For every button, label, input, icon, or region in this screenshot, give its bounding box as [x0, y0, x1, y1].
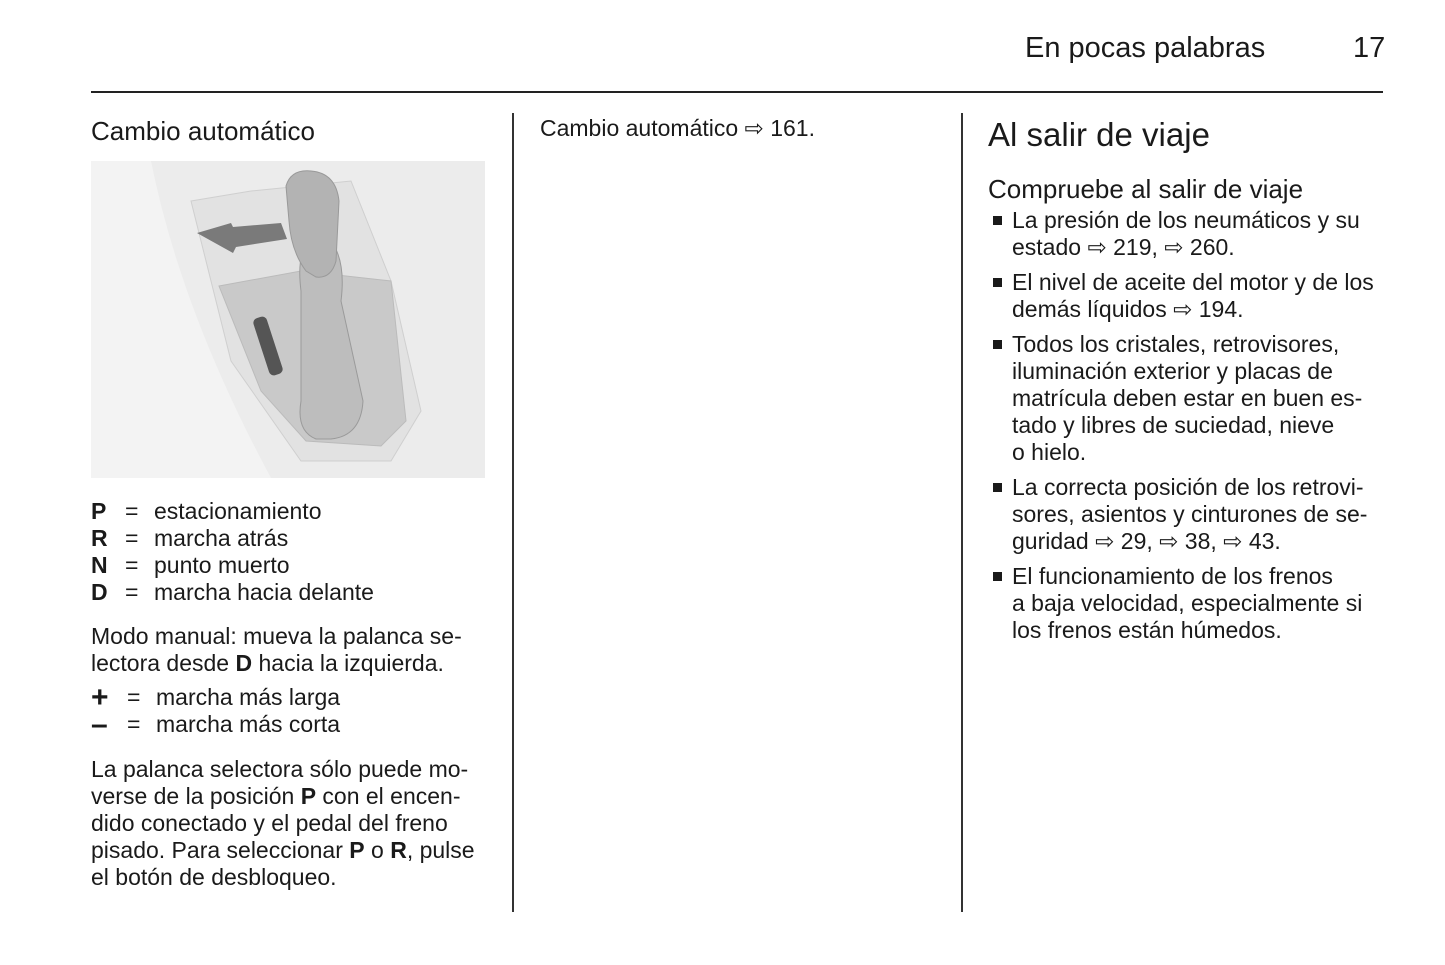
- text-line: [91, 864, 475, 891]
- plus-icon: +: [91, 681, 109, 714]
- text-line: matrícula deben estar en buen es-: [1012, 385, 1363, 411]
- section-heading-cambio: Cambio automático: [91, 116, 315, 146]
- column-divider: [961, 113, 963, 912]
- text-segment: dido conectado y el pedal del freno: [91, 810, 448, 836]
- gear-letter: P: [349, 837, 365, 863]
- text-segment: verse de la posición: [91, 783, 301, 809]
- text-line: El nivel de aceite del motor y de los: [1012, 269, 1374, 295]
- section-heading-viaje: Al salir de viaje: [988, 116, 1210, 153]
- legend-key: D: [91, 579, 108, 605]
- legend-row-plus: [91, 681, 341, 714]
- minus-icon: –: [91, 708, 108, 741]
- legend-text: estacionamiento: [154, 498, 322, 524]
- text-segment: lectora desde: [91, 650, 236, 676]
- legend-row-p: [91, 498, 374, 525]
- text-segment: el botón de desbloqueo.: [91, 864, 337, 890]
- manual-legend: [91, 681, 341, 741]
- checklist: [988, 207, 1374, 652]
- text-line: sores, asientos y cinturones de se-: [1012, 501, 1368, 527]
- text-line: o hielo.: [1012, 439, 1087, 465]
- gear-letter: D: [235, 650, 253, 676]
- legend-equals: =: [127, 711, 141, 737]
- running-header-title: En pocas palabras: [1025, 32, 1266, 64]
- text-line: [91, 783, 475, 810]
- text-line: Todos los cristales, retrovisores,: [1012, 331, 1340, 357]
- text-line: a baja velocidad, especialmente si: [1012, 590, 1363, 616]
- legend-key: R: [91, 525, 108, 551]
- bullet-square-icon: [993, 216, 1002, 225]
- text-line: [91, 650, 462, 677]
- text-line: [91, 810, 475, 837]
- text-segment: con el encen-: [316, 783, 461, 809]
- legend-text: marcha más larga: [156, 684, 341, 710]
- column-divider: [512, 113, 514, 912]
- text-line: El funcionamiento de los frenos: [1012, 563, 1333, 589]
- page-number: 17: [1353, 32, 1386, 64]
- legend-text: marcha atrás: [154, 525, 289, 551]
- text-line: La presión de los neumáticos y su: [1012, 207, 1360, 233]
- checklist-item: [988, 563, 1374, 644]
- cross-reference-link[interactable]: Cambio automático ⇨ 161.: [540, 115, 815, 141]
- text-line: [91, 623, 462, 650]
- checklist-item: [988, 331, 1374, 466]
- gear-letter: R: [390, 837, 407, 863]
- legend-equals: =: [125, 498, 139, 524]
- text-line: los frenos están húmedos.: [1012, 617, 1282, 643]
- text-line: demás líquidos ⇨ 194.: [1012, 296, 1244, 322]
- bullet-square-icon: [993, 572, 1002, 581]
- text-line: estado ⇨ 219, ⇨ 260.: [1012, 234, 1235, 260]
- checklist-item: [988, 474, 1374, 555]
- legend-key: P: [91, 498, 107, 524]
- legend-equals: =: [125, 552, 139, 578]
- text-segment: , pulse: [406, 837, 475, 863]
- legend-row-d: [91, 579, 374, 606]
- text-segment: La palanca selectora sólo puede mo-: [91, 756, 469, 782]
- legend-row-n: [91, 552, 374, 579]
- legend-equals: =: [127, 684, 141, 710]
- text-line: iluminación exterior y placas de: [1012, 358, 1333, 384]
- subheading-compruebe: Compruebe al salir de viaje: [988, 174, 1304, 204]
- bullet-square-icon: [993, 278, 1002, 287]
- text-segment: Modo manual: mueva la palanca se-: [91, 623, 462, 649]
- text-line: guridad ⇨ 29, ⇨ 38, ⇨ 43.: [1012, 528, 1281, 554]
- header-rule: [91, 91, 1383, 93]
- legend-equals: =: [125, 579, 139, 605]
- selector-lever-paragraph: [91, 756, 475, 891]
- text-line: [91, 756, 475, 783]
- bullet-square-icon: [993, 483, 1002, 492]
- legend-text: marcha hacia delante: [154, 579, 374, 605]
- checklist-item: [988, 207, 1374, 261]
- legend-key: N: [91, 552, 108, 578]
- legend-row-minus: [91, 708, 341, 741]
- gear-legend: [91, 498, 374, 606]
- legend-text: marcha más corta: [156, 711, 341, 737]
- legend-equals: =: [125, 525, 139, 551]
- checklist-item: [988, 269, 1374, 323]
- text-segment: pisado. Para seleccionar: [91, 837, 350, 863]
- legend-text: punto muerto: [154, 552, 290, 578]
- text-line: [91, 837, 475, 864]
- gear-letter: P: [300, 783, 317, 809]
- legend-row-r: [91, 525, 374, 552]
- manual-mode-paragraph: [91, 623, 462, 677]
- bullet-square-icon: [993, 340, 1002, 349]
- text-line: tado y libres de suciedad, nieve: [1012, 412, 1335, 438]
- text-line: La correcta posición de los retrovi-: [1012, 474, 1364, 500]
- text-segment: hacia la izquierda.: [252, 650, 444, 676]
- gear-selector-illustration: [91, 161, 485, 478]
- text-segment: o: [364, 837, 391, 863]
